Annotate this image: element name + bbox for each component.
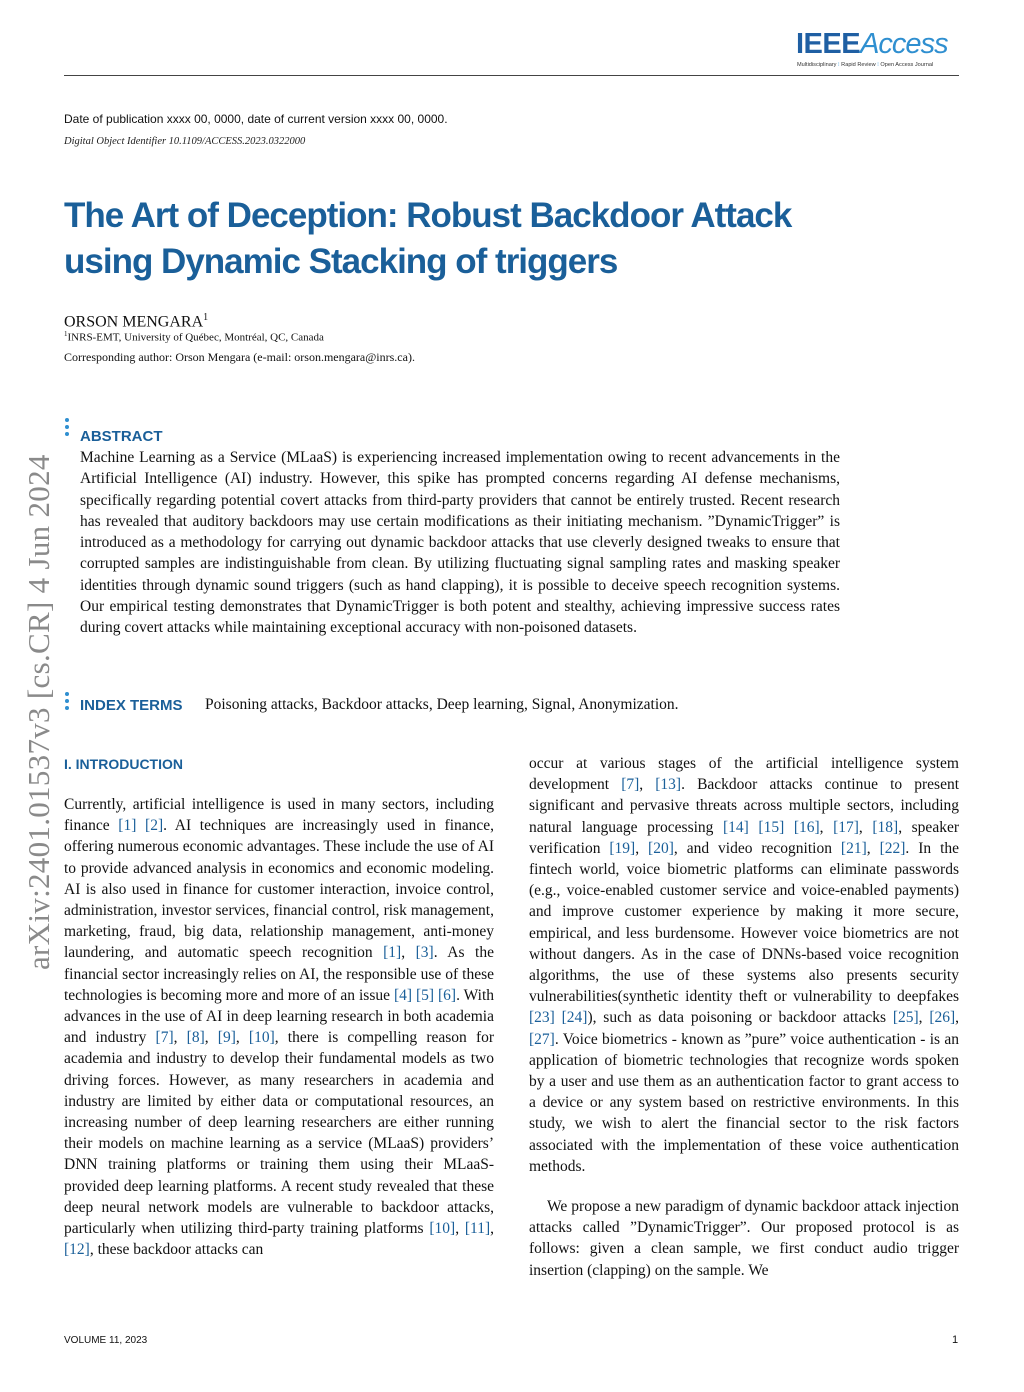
citation-link[interactable]: [5] [415,986,435,1004]
citation-link[interactable]: [18] [872,818,899,836]
intro-paragraph-2 [529,753,959,1177]
intro-paragraph-3: We propose a new paradigm of dynamic backdoor attack injection attacks called ”DynamicTrigger”. Our proposed protocol is as follows: given a clean sample, we first conduct audio trigger insertion (clapping) on the sample. We [529,1198,959,1279]
body-text: ), such as data poisoning or backdoor attacks [587,1009,893,1027]
body-text: . With advances in the use of AI in deep learning research in both academia and industry [64,986,495,1047]
citation-link[interactable]: [11] [464,1220,491,1238]
index-terms-text: Poisoning attacks, Backdoor attacks, Deep learning, Signal, Anonymization. [205,696,679,713]
author-name: ORSON MENGARA [64,313,204,331]
body-text [784,819,794,836]
index-terms-dots-icon [65,692,71,713]
body-text: , [455,1220,465,1238]
corresponding-author: Corresponding author: Orson Mengara (e-mail: orson.mengara@inrs.ca). [64,350,415,364]
abstract-heading: ABSTRACT [80,428,163,445]
body-text: , [955,1009,960,1027]
abstract-text: Machine Learning as a Service (MLaaS) is experiencing increased implementation owing to recent advancements in the Artificial Intelligence (AI) industry. However, this spike has prompted concerns regarding AI defense mechanisms, specifically regarding potential covert attacks from third-party providers that cannot be entirely trusted. Recent research has revealed that auditory backdoors may use certain modifications as their initiating mechanism. ”DynamicTrigger” is introduced as a methodology for carrying out dynamic backdoor attacks that use cleverly designed tweaks to ensure that corrupted samples are indistinguishable from clean. By utilizing fluctuating signal sampling rates and masking speaker identities through dynamic sound triggers (such as hand clapping), it is possible to deceive speech recognition systems. Our empirical testing demonstrates that DynamicTrigger is both potent and stealthy, achieving impressive success rates during covert attacks while maintaining exceptional accuracy with non-poisoned datasets. [80,449,840,637]
citation-link[interactable]: [21] [840,839,867,857]
body-text [555,1009,562,1026]
logo-access-text: Access [860,28,948,60]
paper-title: The Art of Deception: Robust Backdoor Attack using Dynamic Stacking of triggers [64,196,792,281]
citation-link[interactable]: [12] [64,1241,90,1259]
body-text [136,817,145,834]
author-sup: 1 [203,312,209,323]
doi: Digital Object Identifier 10.1109/ACCESS.2023.0322000 [64,136,306,147]
logo-tagline [797,62,957,68]
citation-link[interactable]: [1] [383,944,402,962]
logo-ieee-text: IEEE [796,28,861,60]
tagline-part-3: Open Access Journal [880,62,934,68]
citation-link[interactable]: [14] [723,818,749,836]
tagline-part-2: Rapid Review [841,62,876,68]
body-text: . Backdoor attacks continue to present significant and pervasive threats across multiple sectors, including natural language processing [529,776,960,836]
body-text: , [173,1029,187,1047]
index-terms-heading: INDEX TERMS [80,697,183,714]
affiliation-sup: 1 [64,330,68,338]
body-text: . AI techniques are increasingly used in finance, offering numerous economic advantages. These include the use of AI to provide advanced analysis in economics and economic modeling. AI is also used in finance for customer interaction, invoice control, administration, investor services, financial control, risk management, marketing, fraud, big data, relationship management, anti-money laundering, and automatic speech recognition [64,817,495,962]
abstract-dots-icon [65,418,71,439]
body-text: , [858,818,873,836]
body-text: . As the financial sector increasingly relies on AI, the responsible use of these technologies is becoming more and more of an issue [64,944,494,1004]
body-text: , [401,944,416,962]
citation-link[interactable]: [16] [793,818,820,836]
citation-link[interactable]: [7] [155,1029,174,1047]
citation-link[interactable]: [8] [186,1029,205,1047]
affiliation [64,330,324,344]
citation-link[interactable]: [2] [145,817,164,835]
body-text: , and video recognition [673,839,841,857]
intro-paragraph-1 [64,794,494,1260]
citation-link[interactable]: [17] [833,818,859,836]
header-rule [64,75,959,76]
citation-link[interactable]: [15] [758,818,785,836]
citation-link[interactable]: [4] [393,986,413,1004]
body-text: , [819,818,834,836]
tagline-separator: ⁞ [838,62,840,68]
publication-date: Date of publication xxxx 00, 0000, date of current version xxxx 00, 0000. [64,112,448,126]
footer-volume: VOLUME 11, 2023 [64,1335,148,1346]
intro-left-column [64,794,494,1260]
citation-link[interactable]: [24] [561,1009,588,1027]
body-text: occur at various stages of the artificial intelligence system development [529,755,959,794]
body-text: , [866,839,880,857]
citation-link[interactable]: [23] [529,1009,555,1027]
intro-right-column [529,753,959,1281]
citation-link[interactable]: [7] [621,776,640,794]
body-text: , speaker verification [529,818,959,857]
citation-link[interactable]: [10] [248,1029,275,1047]
citation-link[interactable]: [10] [429,1220,456,1238]
body-text: , [235,1029,249,1047]
body-text: Currently, artificial intelligence is used in many sectors, including finance [64,796,494,835]
body-text: , there is compelling reason for academia and industry to develop their fundamental models as two driving forces. However, as many researchers in academia and industry are limited by either data or computational resources, an increasing number of deep learning researchers are either running their models on machine learning as a service (MLaaS) providers’ DNN training platforms or training them using their MLaaS-provided deep learning platforms. A recent study revealed that these deep neural network models are vulnerable to backdoor attacks, particularly when utilizing third-party training platforms [64,1029,495,1238]
body-text [749,819,759,836]
tagline-separator: ⁞ [877,62,879,68]
footer-page-number: 1 [952,1334,959,1346]
ieee-access-logo [796,28,956,62]
citation-link[interactable]: [25] [892,1009,919,1027]
citation-link[interactable]: [3] [415,944,434,962]
citation-link[interactable]: [26] [929,1009,956,1027]
author-line [64,312,208,331]
citation-link[interactable]: [19] [609,839,636,857]
citation-link[interactable]: [27] [529,1030,555,1048]
citation-link[interactable]: [6] [438,986,457,1004]
body-text: , [639,776,656,794]
body-text: , [204,1029,218,1047]
citation-link[interactable]: [20] [648,839,674,857]
introduction-heading: I. INTRODUCTION [64,756,183,772]
citation-link[interactable]: [22] [879,839,906,857]
citation-link[interactable]: [13] [655,776,682,794]
affiliation-text: INRS-EMT, University of Québec, Montréal, QC, Canada [67,331,324,344]
body-text: , these backdoor attacks can [89,1241,264,1259]
citation-link[interactable]: [9] [217,1029,236,1047]
body-text: , [918,1009,930,1027]
body-text: . Voice biometrics - known as ”pure” voice authentication - is an application of biometric technologies that recognize words spoken by a user and use them as an authentication factor to grant access to a device or any system based on restrictive environments. In this study, we wish to alert the financial sector to the risk factors associated with the implementation of these voice authentication methods. [529,1030,959,1175]
arxiv-stamp: arXiv:2401.01537v3 [cs.CR] 4 Jun 2024 [21,454,56,970]
body-text: . In the fintech world, voice biometric platforms can eliminate passwords (e.g., voice-enabled customer service and voice-enabled payments) and improve customer experience by making it more secure, empirical, and less burdensome. However voice biometrics are not without dangers. As in the case of DNNs-based voice recognition algorithms, the use of these systems also presents security vulnerabilities(synthetic identity theft or vulnerability to deepfakes [529,839,960,1006]
tagline-part-1: Multidisciplinary [797,62,837,68]
citation-link[interactable]: [1] [118,817,137,835]
body-text: , [490,1220,495,1238]
body-text: , [635,839,649,857]
